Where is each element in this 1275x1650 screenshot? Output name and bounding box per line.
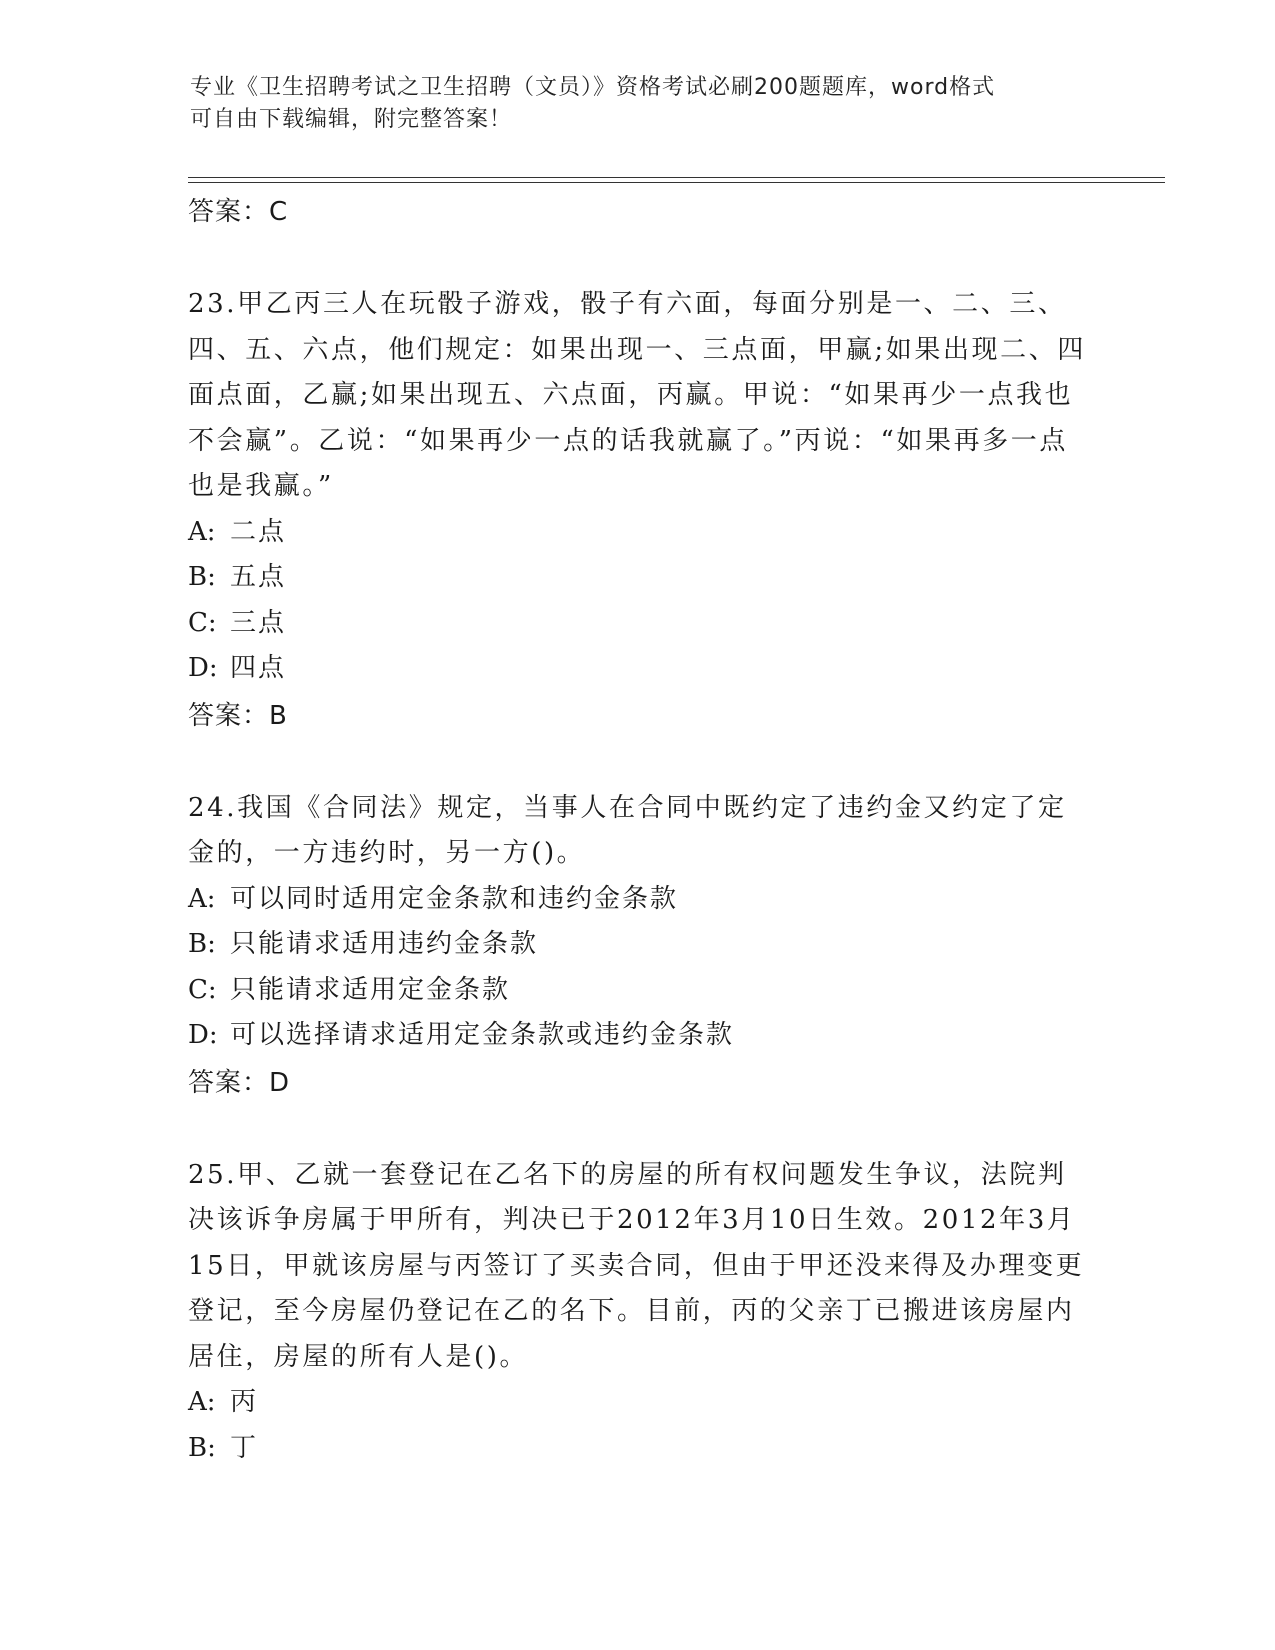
header-title-line-2: 可自由下载编辑，附完整答案！	[190, 107, 513, 132]
option-text: 三点	[230, 607, 287, 638]
option-label: A:	[188, 516, 216, 547]
document-header	[190, 72, 1070, 136]
option-text: 二点	[230, 516, 287, 547]
question-23-option-a	[188, 510, 1088, 556]
question-list	[188, 188, 1088, 1471]
header-divider-top	[188, 177, 1165, 178]
option-label: D:	[188, 1020, 218, 1050]
answer-23: 答案：B	[188, 700, 288, 731]
option-text: 丁	[230, 1432, 259, 1463]
question-block-23	[188, 282, 1088, 742]
option-text: 丙	[230, 1387, 259, 1417]
question-25-option-a	[188, 1380, 1088, 1426]
question-25-text: 25.甲、乙就一套登记在乙名下的房屋的所有权问题发生争议，法院判决该诉争房属于甲所有，判决已于2012年3月10日生效。2012年3月15日，甲就该房屋与丙签订了买卖合同，但由于甲还没来得及办理变更登记，至今房屋仍登记在乙的名下。目前，丙的父亲丁已搬进该房屋内居住，房屋的所有人是()。	[188, 1159, 1085, 1372]
question-23-text: 23.甲乙丙三人在玩骰子游戏，骰子有六面，每面分别是一、二、三、四、五、六点，他们规定：如果出现一、三点面，甲赢;如果出现二、四面点面，乙赢;如果出现五、六点面，丙赢。甲说：“如果再少一点我也不会赢”。乙说：“如果再少一点的话我就赢了。”丙说：“如果再多一点也是我赢。”	[188, 289, 1086, 501]
question-24-option-c	[188, 968, 1088, 1014]
block-gap	[188, 1109, 1088, 1153]
option-label: B:	[188, 929, 216, 959]
option-text: 可以同时适用定金条款和违约金条款	[230, 883, 679, 914]
option-label: A:	[188, 1387, 216, 1417]
option-label: C:	[188, 607, 217, 638]
block-gap	[188, 238, 1088, 282]
option-text: 五点	[230, 562, 287, 592]
question-24-option-d	[188, 1013, 1088, 1059]
option-label: B:	[188, 562, 216, 592]
answer-24: 答案：D	[188, 1067, 291, 1098]
question-24-option-a	[188, 877, 1088, 923]
question-block-25	[188, 1153, 1088, 1472]
question-24-option-b	[188, 922, 1088, 968]
option-label: D:	[188, 653, 218, 683]
option-text: 只能请求适用定金条款	[230, 974, 511, 1005]
header-title-line-1: 专业《卫生招聘考试之卫生招聘（文员）》资格考试必刷200题题库，word格式	[190, 75, 996, 100]
option-label: A:	[188, 883, 216, 914]
option-label: B:	[188, 1432, 216, 1463]
option-text: 只能请求适用违约金条款	[230, 929, 539, 959]
question-block-24	[188, 786, 1088, 1109]
question-25-option-b	[188, 1426, 1088, 1472]
header-divider-bottom	[188, 182, 1165, 183]
option-label: C:	[188, 974, 217, 1005]
block-gap	[188, 742, 1088, 786]
option-text: 可以选择请求适用定金条款或违约金条款	[230, 1020, 735, 1050]
question-23-option-b	[188, 555, 1088, 601]
question-23-option-c	[188, 601, 1088, 647]
answer-22: 答案：C	[188, 197, 289, 227]
question-24-text: 24.我国《合同法》规定，当事人在合同中既约定了违约金又约定了定金的，一方违约时，另一方()。	[188, 792, 1067, 868]
question-23-option-d	[188, 646, 1088, 692]
option-text: 四点	[230, 653, 287, 683]
